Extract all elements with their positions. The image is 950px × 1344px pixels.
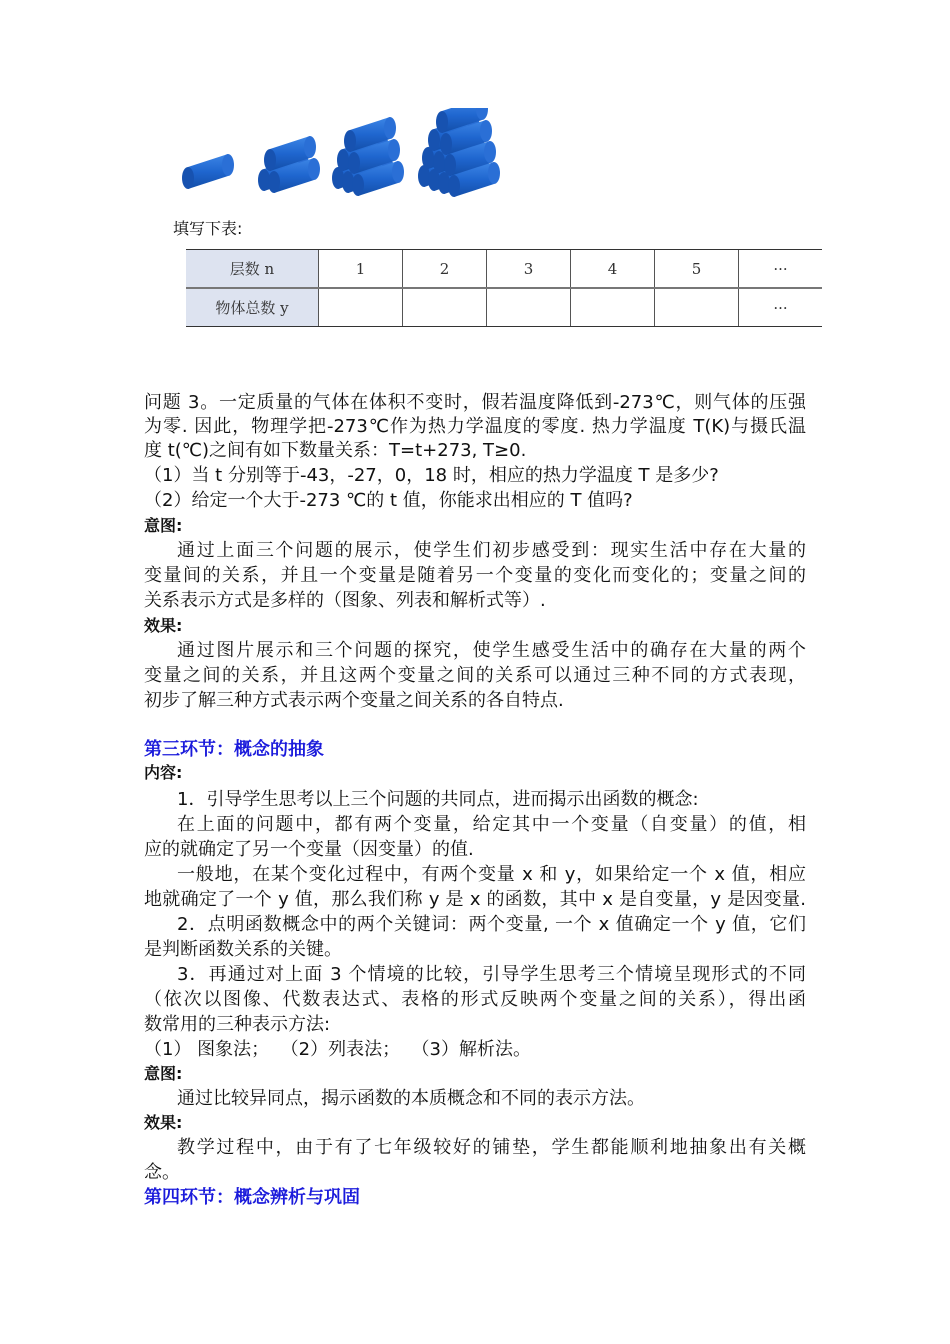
table-row: [186, 288, 822, 327]
paragraph-line: 数常用的三种表示方法:: [144, 1014, 331, 1035]
effect-label: 效果:: [144, 616, 183, 635]
problem-3-text: 度 t(℃)之间有如下数量关系：T=t+273, T≥0.: [144, 440, 527, 461]
paragraph-line: 关系表示方式是多样的（图象、列表和解析式等）.: [144, 590, 546, 611]
table-cell: 1: [319, 250, 403, 289]
intent-label: 意图:: [144, 516, 183, 535]
methods-list: （1） 图象法； （2）列表法； （3）解析法。: [144, 1039, 531, 1060]
paragraph-line: 念。: [144, 1162, 180, 1183]
table-cell: [487, 288, 571, 327]
cylinder-shape: [182, 154, 234, 189]
table-cell: ···: [739, 288, 823, 327]
row-header: 层数 n: [186, 250, 319, 289]
table-cell: ···: [739, 250, 823, 289]
paragraph-line: 3．再通过对上面 3 个情境的比较，引导学生思考三个情境呈现形式的不同: [177, 964, 806, 985]
table-cell: [571, 288, 655, 327]
table-cell: 4: [571, 250, 655, 289]
stacked-cylinders-figure: [178, 108, 508, 203]
paragraph-line: 在上面的问题中，都有两个变量，给定其中一个变量（自变量）的值，相: [177, 814, 806, 835]
table-cell: [319, 288, 403, 327]
paragraph-line: （依次以图像、代数表达式、表格的形式反映两个变量之间的关系），得出函: [144, 989, 806, 1010]
row-header: 物体总数 y: [186, 288, 319, 327]
paragraph-line: 2．点明函数概念中的两个关键词：两个变量, 一个 x 值确定一个 y 值，它们: [177, 914, 806, 935]
paragraph-line: 变量间的关系，并且一个变量是随着另一个变量的变化而变化的；变量之间的: [144, 565, 806, 586]
section-3-heading: 第三环节：概念的抽象: [144, 739, 324, 760]
content-label: 内容:: [144, 763, 183, 782]
table-caption: 填写下表:: [173, 219, 243, 238]
paragraph-line: 是判断函数关系的关键。: [144, 939, 342, 960]
question-2: （2）给定一个大于-273 ℃的 t 值，你能求出相应的 T 值吗?: [144, 490, 633, 511]
paragraph-line: 通过比较异同点，揭示函数的本质概念和不同的表示方法。: [177, 1088, 645, 1109]
table-row: [186, 250, 822, 289]
paragraph-line: 应的就确定了另一个变量（因变量）的值.: [144, 839, 474, 860]
paragraph-line: 通过图片展示和三个问题的探究，使学生感受生活中的确存在大量的两个: [177, 640, 806, 661]
table-cell: 2: [403, 250, 487, 289]
table-cell: 3: [487, 250, 571, 289]
paragraph-line: 初步了解三种方式表示两个变量之间关系的各自特点.: [144, 690, 564, 711]
paragraph-line: 变量之间的关系，并且这两个变量之间的关系可以通过三种不同的方式表现，: [144, 665, 806, 686]
paragraph-line: 一般地，在某个变化过程中，有两个变量 x 和 y，如果给定一个 x 值，相应: [177, 864, 806, 885]
problem-3-text: 为零. 因此，物理学把-273℃作为热力学温度的零度. 热力学温度 T(K)与摄氏温: [144, 416, 806, 437]
question-1: （1）当 t 分别等于-43，-27，0，18 时，相应的热力学温度 T 是多少?: [144, 465, 719, 486]
paragraph-line: 1．引导学生思考以上三个问题的共同点，进而揭示出函数的概念:: [177, 789, 699, 810]
intent-label: 意图:: [144, 1064, 183, 1083]
table-cell: [403, 288, 487, 327]
paragraph-line: 通过上面三个问题的展示，使学生们初步感受到：现实生活中存在大量的: [177, 540, 806, 561]
paragraph-line: 地就确定了一个 y 值，那么我们称 y 是 x 的函数，其中 x 是自变量，y 是因变量.: [144, 889, 806, 910]
table-cell: 5: [655, 250, 739, 289]
paragraph-line: 教学过程中，由于有了七年级较好的铺垫，学生都能顺利地抽象出有关概: [177, 1137, 806, 1158]
problem-3-text: 问题 3。一定质量的气体在体积不变时，假若温度降低到-273℃，则气体的压强: [144, 392, 806, 413]
table-cell: [655, 288, 739, 327]
layers-table: [186, 249, 822, 327]
section-4-heading: 第四环节：概念辨析与巩固: [144, 1187, 360, 1208]
effect-label: 效果:: [144, 1113, 183, 1132]
